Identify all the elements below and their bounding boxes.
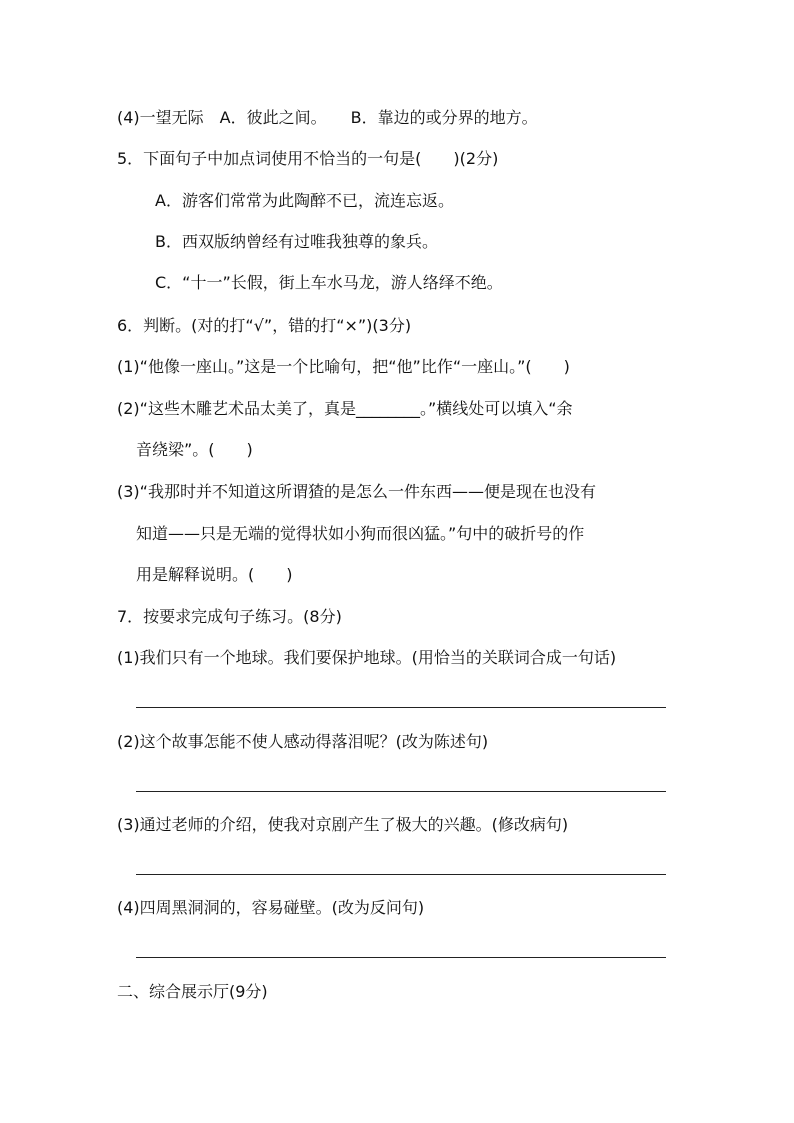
q6-item-1: (1)“他像一座山。”这是一个比喻句，把“他”比作“一座山。”( )	[117, 357, 570, 376]
q7-item-3: (3)通过老师的介绍，使我对京剧产生了极大的兴趣。(修改病句)	[117, 815, 569, 834]
answer-line-4[interactable]	[136, 957, 666, 958]
answer-line-2[interactable]	[136, 791, 666, 792]
q5-option-c: C．“十一”长假，街上车水马龙，游人络绎不绝。	[155, 273, 503, 292]
q7-title: 7．按要求完成句子练习。(8分)	[117, 607, 342, 626]
answer-line-1[interactable]	[136, 707, 666, 708]
q6-title: 6．判断。(对的打“√”，错的打“×”)(3分)	[117, 316, 412, 335]
q5-option-a: A．游客们常常为此陶醉不已，流连忘返。	[155, 191, 454, 210]
q6-item-3-line3: 用是解释说明。( )	[136, 565, 293, 584]
q6-item-3-line2: 知道——只是无端的觉得状如小狗而很凶猛。”句中的破折号的作	[136, 524, 585, 543]
q7-item-2: (2)这个故事怎能不使人感动得落泪呢？(改为陈述句)	[117, 732, 489, 751]
q4-idiom-options: (4)一望无际 A．彼此之间。 B．靠边的或分界的地方。	[117, 108, 538, 127]
q5-option-b: B．西双版纳曾经有过唯我独尊的象兵。	[155, 232, 438, 251]
q6-item-3-line1: (3)“我那时并不知道这所谓猹的是怎么一件东西——便是现在也没有	[117, 482, 596, 501]
q6-item-2-line1: (2)“这些木雕艺术品太美了，真是________。”横线处可以填入“余	[117, 399, 573, 418]
q7-item-1: (1)我们只有一个地球。我们要保护地球。(用恰当的关联词合成一句话)	[117, 648, 617, 667]
section-2-title: 二、综合展示厅(9分)	[117, 982, 268, 1001]
q7-item-4: (4)四周黑洞洞的，容易碰壁。(改为反问句)	[117, 898, 425, 917]
q5-title: 5．下面句子中加点词使用不恰当的一句是( )(2分)	[117, 149, 499, 168]
q6-item-2-line2: 音绕梁”。( )	[136, 440, 253, 459]
answer-line-3[interactable]	[136, 874, 666, 875]
